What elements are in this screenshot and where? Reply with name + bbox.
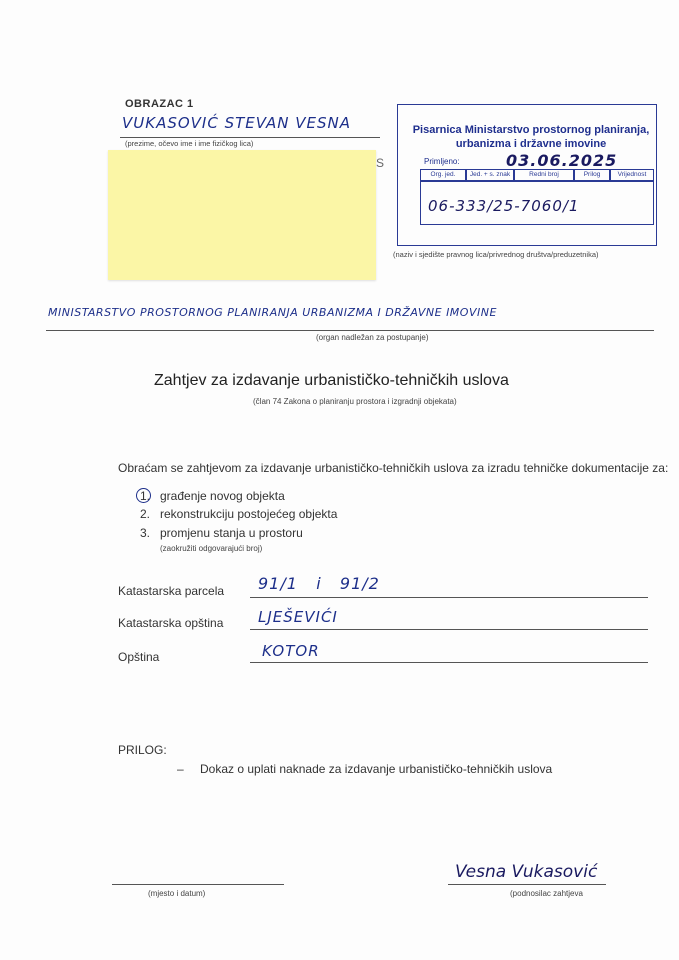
field-municipality-line: [250, 662, 648, 663]
stamp-col-prilog: Prilog: [574, 169, 610, 181]
intro-text: Obraćam se zahtjevom za izdavanje urbanističko-tehničkih uslova za izradu tehničke dokumentacije za:: [118, 461, 669, 475]
stamp-received-date: 03.06.2025: [506, 151, 618, 170]
authority-line: [46, 330, 654, 331]
field-parcel-line: [250, 597, 648, 598]
applicant-name-line: [120, 137, 380, 138]
field-municipality-cadastre-line: [250, 629, 648, 630]
options-hint: (zaokružiti odgovarajući broj): [160, 544, 263, 553]
option-1-text: građenje novog objekta: [160, 489, 285, 503]
authority-name: MINISTARSTVO PROSTORNOG PLANIRANJA URBANIZMA I DRŽAVNE IMOVINE: [48, 306, 497, 319]
authority-caption: (organ nadležan za postupanje): [316, 333, 429, 342]
attachment-item: Dokaz o uplati naknade za izdavanje urbanističko-tehničkih uslova: [200, 762, 553, 776]
stamp-number: 06-333/25-7060/1: [428, 197, 580, 215]
attachment-dash: –: [177, 762, 184, 776]
stamp-col-vrijednost: Vrijednost: [610, 169, 654, 181]
field-municipality-cadastre-label: Katastarska opština: [118, 616, 224, 630]
place-date-caption: (mjesto i datum): [148, 889, 206, 898]
registry-stamp: [397, 104, 657, 246]
applicant-signature: Vesna Vukasović: [455, 862, 598, 882]
field-municipality-value: KOTOR: [262, 642, 320, 660]
option-3-text: promjenu stanja u prostoru: [160, 526, 303, 540]
stamp-col-redni: Redni broj: [514, 169, 574, 181]
redaction-sticker: [108, 150, 376, 280]
signature-caption: (podnosilac zahtjeva: [510, 889, 583, 898]
attachment-label: PRILOG:: [118, 743, 167, 757]
stamp-col-org: Org. jed.: [420, 169, 466, 181]
document-title: Zahtjev za izdavanje urbanističko-tehničkih uslova: [154, 372, 509, 389]
stamp-col-jed: Jed. + s. znak: [466, 169, 514, 181]
stamp-received-label: Primljeno:: [424, 157, 460, 166]
legal-entity-caption: (naziv i sjedište pravnog lica/privrednog društva/preduzetnika): [393, 250, 599, 259]
form-code: OBRAZAC 1: [125, 98, 194, 110]
option-3-number: 3.: [140, 526, 151, 540]
place-date-line: [112, 884, 284, 885]
option-2-number: 2.: [140, 507, 151, 521]
redacted-partial-text: S: [376, 156, 385, 170]
stamp-title: Pisarnica Ministarstvo prostornog planiranja, urbanizma i državne imovine: [412, 124, 650, 150]
option-2-text: rekonstrukciju postojećeg objekta: [160, 507, 338, 521]
applicant-name: VUKASOVIĆ STEVAN VESNA: [122, 114, 351, 132]
field-municipality-label: Opština: [118, 650, 160, 664]
field-parcel-label: Katastarska parcela: [118, 584, 225, 598]
field-municipality-cadastre-value: LJEŠEVIĆI: [258, 608, 338, 626]
document-subtitle: (član 74 Zakona o planiranju prostora i izgradnji objekata): [253, 397, 457, 406]
signature-line: [448, 884, 606, 885]
applicant-name-caption: (prezime, očevo ime i ime fizičkog lica): [125, 139, 254, 148]
option-1-number: 1.: [140, 489, 151, 503]
field-parcel-value: 91/1 i 91/2: [258, 574, 380, 593]
